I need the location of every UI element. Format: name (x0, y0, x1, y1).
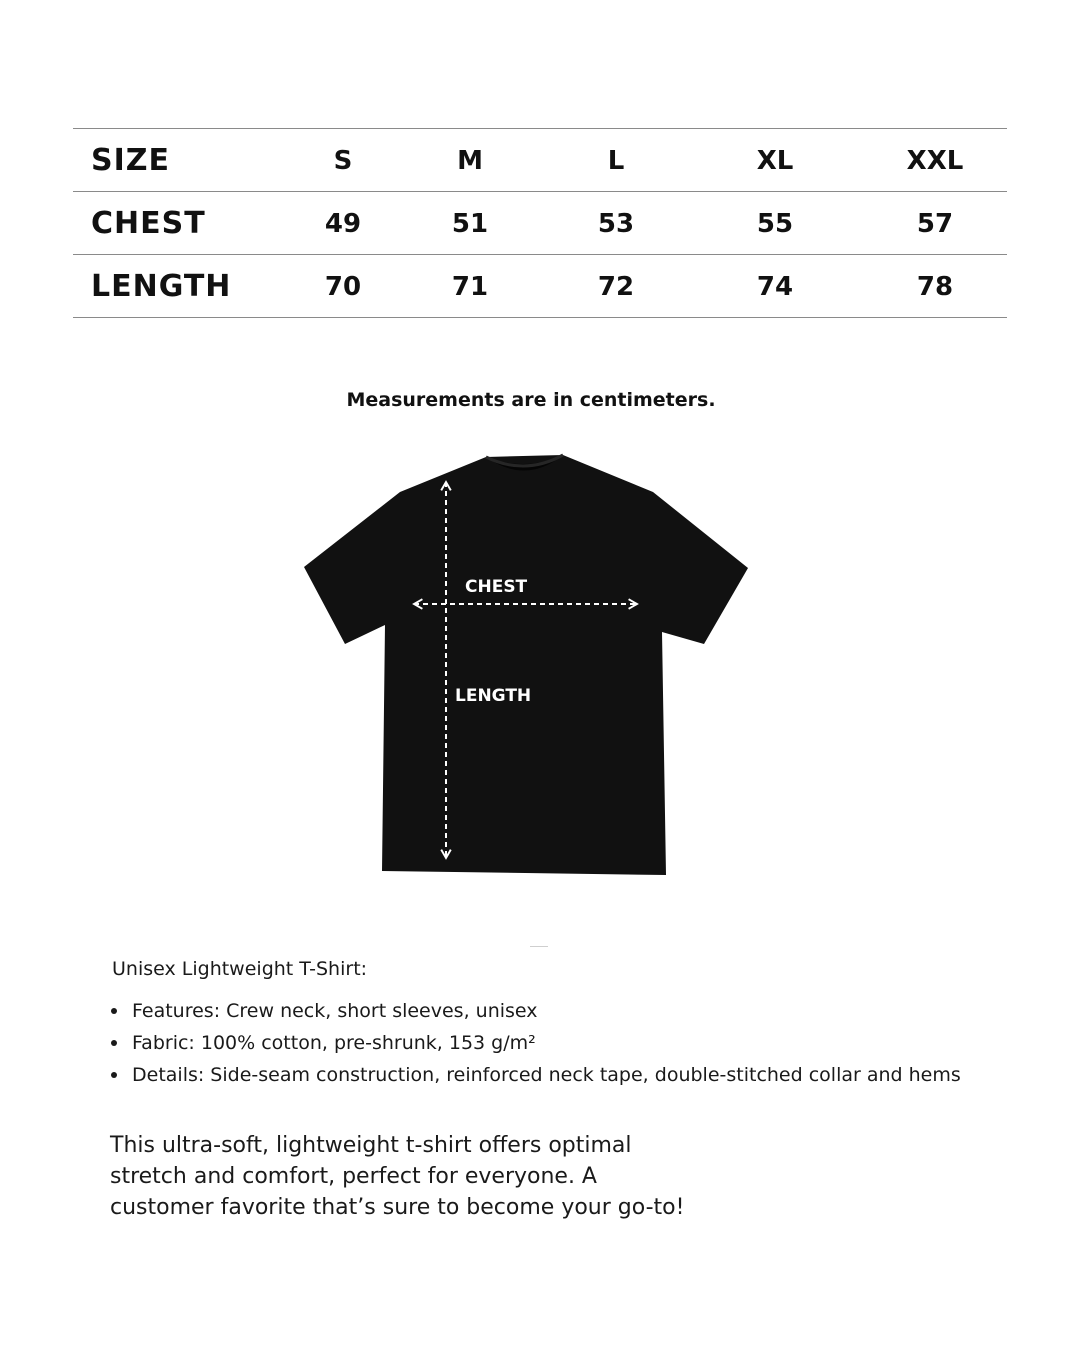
description-line: This ultra-soft, lightweight t-shirt offers optimal (110, 1133, 632, 1158)
size-header-xxl: XXL (906, 146, 964, 176)
size-chart-table (73, 128, 1007, 318)
chest-row-label: CHEST (91, 206, 206, 241)
tshirt-measurement-figure (300, 450, 750, 880)
length-row (73, 254, 1007, 318)
size-header-row (73, 128, 1007, 191)
feature-text: Features: Crew neck, short sleeves, unisex (132, 1000, 538, 1022)
length-figure-label: LENGTH (455, 686, 532, 706)
product-name: Unisex Lightweight T-Shirt: (112, 958, 368, 980)
bullet-icon (111, 1040, 117, 1046)
length-value-s: 70 (324, 272, 362, 302)
chest-value-l: 53 (597, 209, 635, 239)
chest-value-xxl: 57 (916, 209, 954, 239)
length-row-label: LENGTH (91, 269, 232, 304)
feature-text: Fabric: 100% cotton, pre-shrunk, 153 g/m² (132, 1032, 536, 1054)
chest-row (73, 191, 1007, 254)
size-header-m: M (457, 146, 483, 176)
description-line: stretch and comfort, perfect for everyone. A (110, 1164, 597, 1189)
length-value-xl: 74 (756, 272, 794, 302)
product-description (110, 1130, 710, 1223)
size-header-s: S (333, 146, 353, 176)
measurement-unit-note: Measurements are in centimeters. (346, 389, 716, 411)
chest-value-m: 51 (451, 209, 489, 239)
bullet-icon (111, 1008, 117, 1014)
feature-item (108, 1027, 961, 1059)
description-line: customer favorite that’s sure to become your go-to! (110, 1195, 685, 1220)
chest-value-s: 49 (324, 209, 362, 239)
length-value-l: 72 (597, 272, 635, 302)
feature-item (108, 995, 961, 1027)
tshirt-body-shape (304, 455, 748, 875)
chest-figure-label: CHEST (465, 577, 528, 597)
length-value-xxl: 78 (916, 272, 954, 302)
feature-list (108, 995, 961, 1091)
size-header-l: L (607, 146, 625, 176)
size-header-xl: XL (756, 146, 794, 176)
divider-mark (530, 946, 548, 947)
tshirt-illustration (300, 450, 750, 880)
size-header-label: SIZE (91, 143, 171, 178)
bullet-icon (111, 1072, 117, 1078)
feature-item (108, 1059, 961, 1091)
feature-text: Details: Side-seam construction, reinforced neck tape, double-stitched collar and hems (132, 1064, 961, 1086)
length-value-m: 71 (451, 272, 489, 302)
chest-value-xl: 55 (756, 209, 794, 239)
